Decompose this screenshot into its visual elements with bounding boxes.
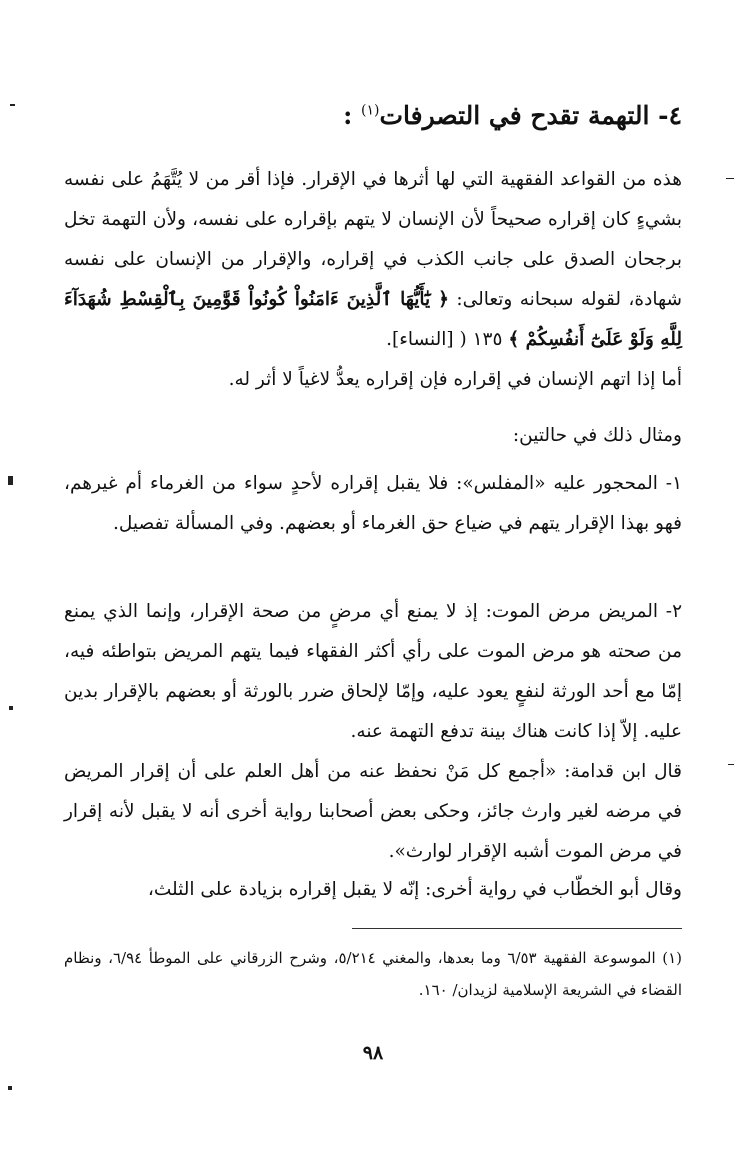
margin-mark <box>10 104 15 106</box>
verse-number: ١٣٥ <box>472 329 503 350</box>
heading-title: التهمة تقدح في التصرفات <box>379 101 650 130</box>
footnote-divider <box>352 928 682 929</box>
heading-prefix: ٤- <box>658 101 682 130</box>
footnote-text: الموسوعة الفقهية ٦/٥٣ وما بعدها، والمغني ٥/٢١٤، وشرح الزرقاني على الموطأ ٦/٩٤، ونظام القضاء في الشريعة الإسلامية لزيدان/ ١٦٠. <box>64 949 682 999</box>
paragraph-intro <box>64 160 682 360</box>
margin-mark <box>8 1086 12 1090</box>
paragraph-ibn-qudama: قال ابن قدامة: «أجمع كل مَنْ نحفظ عنه من أهل العلم على أن إقرار المريض في مرضه لغير وارث جائز، وحكى بعض أصحابنا رواية أخرى أنه لا يقبل لأنه إقرار في مرض الموت أشبه الإقرار لوارث». <box>64 761 682 862</box>
margin-mark <box>728 764 734 765</box>
paragraph-examples: ومثال ذلك في حالتين: <box>512 425 682 446</box>
paragraph-intro-text: هذه من القواعد الفقهية التي لها أثرها في الإقرار. فإذا أقر من لا يُتَّهَمُ على نفسه بشيءٍ كان إقراره صحيحاً لأن الإنسان لا يتهم بإقراره على نفسه، ولأن التهمة تخل برجحان الصدق على جانب الكذب في إقراره، والإقرار من الإنسان على نفسه شهادة، لقوله سبحانه وتعالى: <box>64 169 682 310</box>
margin-mark <box>726 178 734 179</box>
paragraph-terminal-illness: ٢- المريض مرض الموت: إذ لا يمنع أي مرضٍ من صحة الإقرار، وإنما الذي يمنع من صحته هو مرض الموت على رأي أكثر الفقهاء فيما يتهم المريض بتواطئه فيه، إمّا مع أحد الورثة لنفعٍ يعود عليه، وإمّا لإلحاق ضرر بالورثة أو بعضهم بالإقرار بدين عليه. إلاّ إذا كانت هناك بينة تدفع التهمة عنه. <box>64 601 682 742</box>
page-number: ٩٨ <box>362 1042 384 1064</box>
footnote <box>64 942 682 1006</box>
heading-colon: : <box>343 101 353 130</box>
margin-mark <box>8 476 13 485</box>
quran-verse: ﴿ يَٰٓأَيُّهَا ٱلَّذِينَ ءَامَنُواْ كُونُواْ قَوَّٰمِينَ بِٱلْقِسْطِ شُهَدَآءَ لِلَّهِ وَلَوْ عَلَىٰٓ أَنفُسِكُمْ ﴾ <box>64 289 682 350</box>
footnote-number: (١) <box>662 949 682 967</box>
paragraph-abu-khattab: وقال أبو الخطّاب في رواية أخرى: إنّه لا يقبل إقراره بزيادة على الثلث، <box>147 879 682 900</box>
paragraph-accused: أما إذا اتهم الإنسان في إقراره فإن إقراره يعدُّ لاغياً لا أثر له. <box>228 369 682 390</box>
section-heading <box>62 98 682 133</box>
verse-citation: ( [النساء]. <box>386 329 467 350</box>
paragraph-bankrupt: ١- المحجور عليه «المفلس»: فلا يقبل إقراره لأحدٍ سواء من الغرماء أم غيرهم، فهو بهذا الإقرار يتهم في ضياع حق الغرماء أو بعضهم. وفي المسألة تفصيل. <box>64 473 682 534</box>
margin-mark <box>9 706 13 710</box>
heading-footnote-ref: (١) <box>361 102 380 119</box>
